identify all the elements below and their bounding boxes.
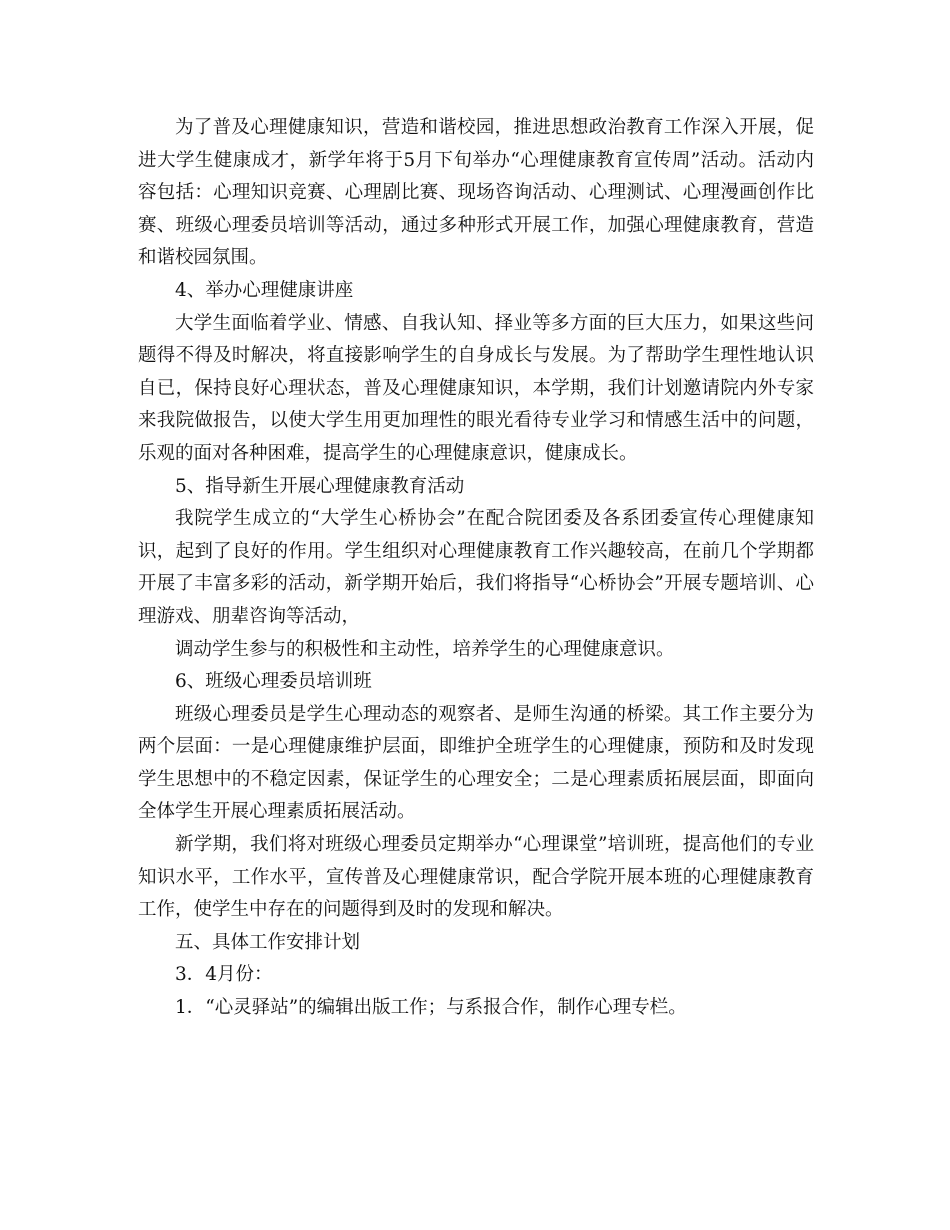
list-item-editing-work: 1．“心灵驿站”的编辑出版工作；与系报合作，制作心理专栏。	[175, 997, 687, 1019]
paragraph-committee-role: 班级心理委员是学生心理动态的观察者、是师生沟通的桥梁。其工作主要分为两个层面：一是心理健康维护层面，即维护全班学生的心理健康，预防和及时发现学生思想中的不稳定因素，保证学生的心理安全；二是心理素质拓展层面，即面向全体学生开展心理素质拓展活动。	[138, 703, 814, 823]
heading-class-committee-training: 6、班级心理委员培训班	[175, 671, 372, 693]
heading-work-schedule: 五、具体工作安排计划	[175, 931, 361, 953]
paragraph-lecture-details: 大学生面临着学业、情感、自我认知、择业等多方面的巨大压力，如果这些问题得不得及时解决，将直接影响学生的自身成长与发展。为了帮助学生理性地认识自已，保持良好心理状态，普及心理健康知识，本学期，我们计划邀请院内外专家来我院做报告，以使大学生用更加理性的眼光看待专业学习和情感生活中的问题，乐观的面对各种困难，提高学生的心理健康意识，健康成长。	[138, 312, 814, 464]
document-page	[138, 112, 814, 1025]
paragraph-mobilize-students: 调动学生参与的积极性和主动性，培养学生的心理健康意识。	[175, 638, 675, 660]
paragraph-xinqiao-association: 我院学生成立的“大学生心桥协会”在配合院团委及各系团委宣传心理健康知识，起到了良好的作用。学生组织对心理健康教育工作兴趣较高，在前几个学期都开展了丰富多彩的活动，新学期开始后，我们将指导“心桥协会”开展专题培训、心理游戏、朋辈咨询等活动，	[138, 508, 814, 627]
heading-month-range: 3．4月份：	[175, 964, 273, 986]
heading-mental-health-lecture: 4、举办心理健康讲座	[175, 279, 354, 301]
paragraph-committee-training-plan: 新学期，我们将对班级心理委员定期举办“心理课堂”培训班，提高他们的专业知识水平，工作水平，宣传普及心理健康常识，配合学院开展本班的心理健康教育工作，使学生中存在的问题得到及时的发现和解决。	[138, 834, 814, 921]
paragraph-mental-health-week: 为了普及心理健康知识，营造和谐校园，推进思想政治教育工作深入开展，促进大学生健康成才，新学年将于5月下旬举办“心理健康教育宣传周”活动。活动内容包括：心理知识竞赛、心理剧比赛、现场咨询活动、心理测试、心理漫画创作比赛、班级心理委员培训等活动，通过多种形式开展工作，加强心理健康教育，营造和谐校园氛围。	[138, 117, 814, 269]
heading-freshman-activities: 5、指导新生开展心理健康教育活动	[175, 475, 465, 497]
